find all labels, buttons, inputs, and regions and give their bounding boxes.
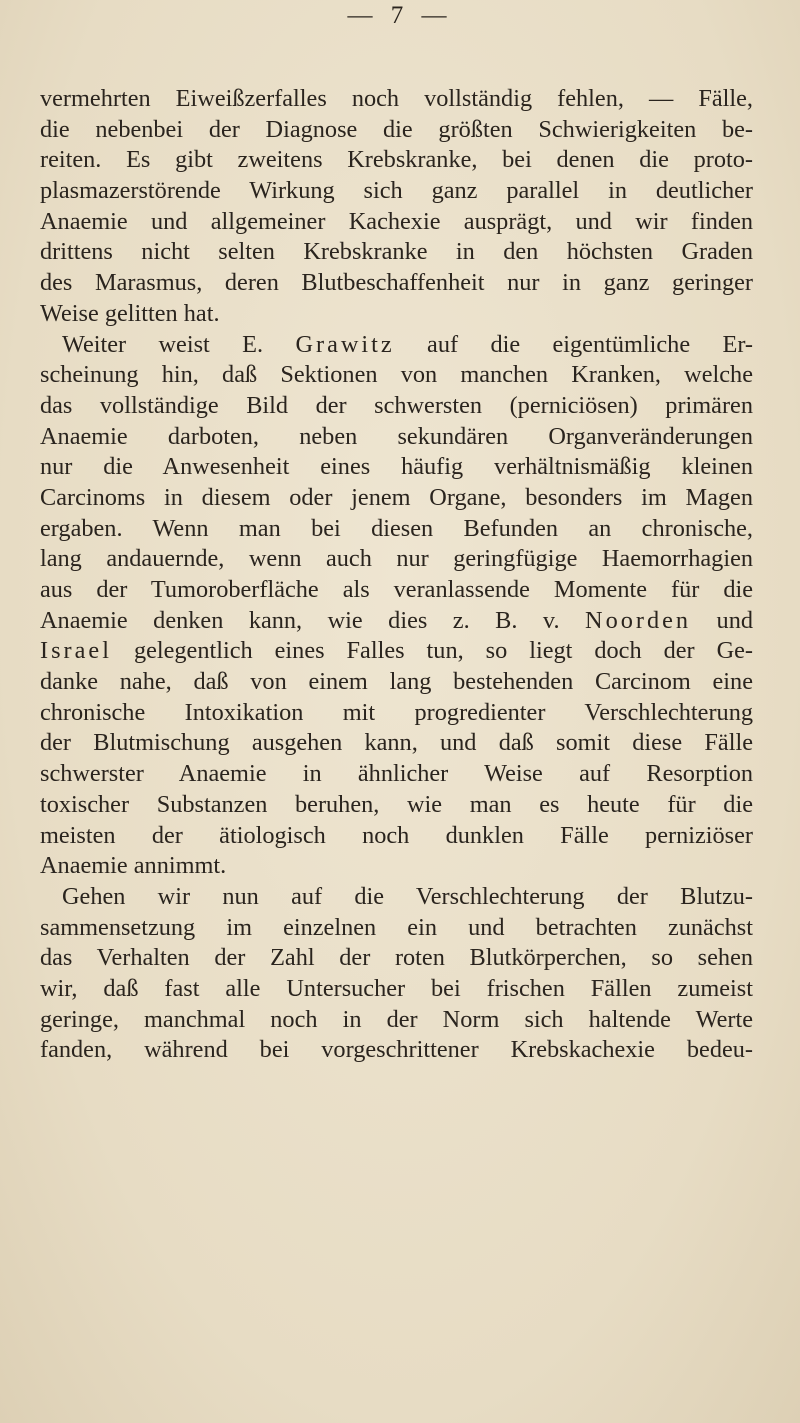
- text-segment: drittens nicht selten Krebskranke in den höchsten Graden: [40, 238, 753, 266]
- text-segment: scheinung hin, daß Sektionen von manchen Kranken, welche: [40, 361, 753, 389]
- spaced-name: Noorden: [585, 606, 692, 634]
- text-line: [40, 575, 753, 606]
- text-segment: des Marasmus, deren Blutbeschaffenheit nur in ganz geringer: [40, 269, 753, 297]
- text-segment: Weiter weist E.: [62, 330, 296, 358]
- text-line: [40, 330, 753, 361]
- text-segment: lang andauernde, wenn auch nur geringfügige Haemorrhagien: [40, 545, 753, 573]
- text-line: [40, 544, 753, 575]
- text-line: [40, 698, 753, 729]
- text-line: [40, 974, 753, 1005]
- text-segment: geringe, manchmal noch in der Norm sich haltende Werte: [40, 1005, 753, 1033]
- text-line: [40, 207, 753, 238]
- text-segment: meisten der ätiologisch noch dunklen Fälle perniziöser: [40, 821, 753, 849]
- text-segment: der Blutmischung ausgehen kann, und daß somit diese Fälle: [40, 729, 753, 757]
- text-line: [40, 299, 753, 330]
- text-line: [40, 821, 753, 852]
- text-line: [40, 176, 753, 207]
- text-segment: Anaemie annimmt.: [40, 852, 227, 880]
- text-line: [40, 422, 753, 453]
- text-segment: Carcinoms in diesem oder jenem Organe, besonders im Magen: [40, 483, 753, 511]
- text-segment: gelegentlich eines Falles tun, so liegt doch der Ge-: [111, 637, 753, 665]
- text-segment: ergaben. Wenn man bei diesen Befunden an chronische,: [40, 514, 753, 542]
- text-line: [40, 514, 753, 545]
- text-segment: schwerster Anaemie in ähnlicher Weise auf Resorption: [40, 760, 753, 788]
- spaced-name: Israel: [40, 637, 112, 665]
- text-line: [40, 360, 753, 391]
- text-segment: das vollständige Bild der schwersten (perniciösen) primären: [40, 391, 753, 419]
- text-line: [40, 851, 753, 882]
- text-segment: das Verhalten der Zahl der roten Blutkörperchen, so sehen: [40, 944, 753, 972]
- text-line: [40, 790, 753, 821]
- text-line: [40, 1005, 753, 1036]
- text-segment: chronische Intoxikation mit progredienter Verschlechterung: [40, 698, 753, 726]
- text-segment: Weise gelitten hat.: [40, 299, 220, 327]
- text-segment: Anaemie und allgemeiner Kachexie ausprägt, und wir finden: [40, 207, 753, 235]
- text-segment: aus der Tumoroberfläche als veranlassende Momente für die: [40, 576, 753, 603]
- text-segment: Anaemie darboten, neben sekundären Organveränderungen: [40, 422, 753, 450]
- text-segment: sammensetzung im einzelnen ein und betrachten zunächst: [40, 913, 753, 941]
- text-segment: auf die eigentümliche Er-: [394, 330, 754, 358]
- text-segment: toxischer Substanzen beruhen, wie man es heute für die: [40, 790, 753, 818]
- text-line: [40, 391, 753, 422]
- text-line: [40, 882, 753, 913]
- text-segment: reiten. Es gibt zweitens Krebskranke, bei denen die proto-: [40, 146, 753, 174]
- text-line: [40, 943, 753, 974]
- text-line: [40, 913, 753, 944]
- spaced-name: Grawitz: [295, 330, 395, 358]
- text-line: [40, 145, 753, 176]
- text-line: [40, 728, 753, 759]
- text-segment: Gehen wir nun auf die Verschlechterung der Blutzu-: [62, 882, 753, 910]
- text-line: [40, 667, 753, 698]
- text-segment: danke nahe, daß von einem lang bestehenden Carcinom eine: [40, 668, 753, 696]
- text-segment: fanden, während bei vorgeschrittener Krebskachexie bedeu-: [40, 1036, 753, 1064]
- text-segment: plasmazerstörende Wirkung sich ganz parallel in deutlicher: [40, 177, 753, 205]
- text-line: [40, 268, 753, 299]
- body-text: [40, 84, 753, 1066]
- text-segment: nur die Anwesenheit eines häufig verhältnismäßig kleinen: [40, 453, 753, 481]
- text-line: [40, 636, 753, 667]
- text-segment: wir, daß fast alle Untersucher bei frischen Fällen zumeist: [40, 974, 753, 1002]
- page-number-header: — 7 —: [347, 2, 453, 29]
- text-line: [40, 84, 753, 115]
- text-line: [40, 606, 753, 637]
- text-line: [40, 759, 753, 790]
- text-segment: und: [691, 606, 753, 634]
- text-segment: vermehrten Eiweißzerfalles noch vollständig fehlen, — Fälle,: [40, 85, 753, 112]
- text-line: [40, 483, 753, 514]
- text-line: [40, 452, 753, 483]
- text-segment: die nebenbei der Diagnose die größten Schwierigkeiten be-: [40, 115, 753, 143]
- text-line: [40, 1035, 753, 1066]
- text-segment: Anaemie denken kann, wie dies z. B. v.: [40, 606, 586, 634]
- text-line: [40, 115, 753, 146]
- text-line: [40, 237, 753, 268]
